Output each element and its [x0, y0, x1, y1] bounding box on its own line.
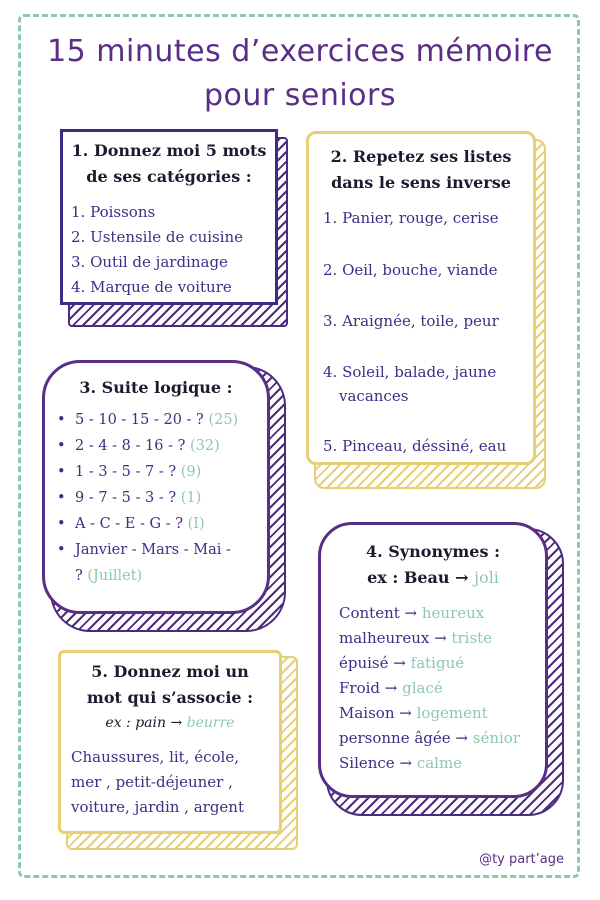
list-item: malheureux → triste — [339, 629, 493, 647]
page-title-line1: 15 minutes d’exercices mémoire — [47, 34, 553, 69]
box1-heading-line2: de ses catégories : — [86, 167, 252, 186]
box1-heading-line1: 1. Donnez moi 5 mots — [71, 141, 267, 160]
list-item: personne âgée → sénior — [339, 729, 520, 747]
list-item: 4. Soleil, balade, jaune — [323, 363, 497, 381]
list-item: Chaussures, lit, école, — [71, 748, 239, 766]
list-item: Maison → logement — [339, 704, 488, 722]
list-item: 5. Pinceau, déssiné, eau — [323, 437, 507, 455]
list-item: 3. Araignée, toile, peur — [323, 312, 499, 330]
box-synonyms — [318, 522, 548, 798]
box4-example: ex : Beau → joli — [367, 568, 499, 587]
list-item: 1. Poissons — [71, 203, 156, 221]
box5-heading-line2: mot qui s’associe : — [86, 688, 254, 707]
list-item: • A - C - E - G - ? (I) — [57, 511, 267, 537]
list-item: 4. Marque de voiture — [71, 278, 232, 296]
box2-heading-line1: 2. Repetez ses listes — [330, 147, 512, 166]
box4-heading: 4. Synonymes : — [366, 542, 500, 561]
list-item: • 9 - 7 - 5 - 3 - ? (1) — [57, 485, 267, 511]
credit-text: @ty part’age — [479, 852, 564, 867]
list-item: Silence → calme — [339, 754, 463, 772]
list-item: • 5 - 10 - 15 - 20 - ? (25) — [57, 407, 267, 433]
list-item: • 2 - 4 - 8 - 16 - ? (32) — [57, 433, 267, 459]
list-item: épuisé → fatigué — [339, 654, 465, 672]
list-item-continuation: vacances — [339, 387, 409, 405]
page-title-line2: pour seniors — [203, 78, 397, 113]
list-item: mer , petit-déjeuner , — [71, 773, 233, 791]
box-categories — [60, 129, 278, 305]
list-item: 1. Panier, rouge, cerise — [323, 209, 499, 227]
list-item: Content → heureux — [339, 604, 485, 622]
list-item: • Janvier - Mars - Mai - ? (Juillet) — [57, 537, 267, 589]
box2-heading-line2: dans le sens inverse — [331, 173, 511, 192]
box5-example: ex : pain → beurre — [105, 715, 235, 731]
list-item: • 1 - 3 - 5 - 7 - ? (9) — [57, 459, 267, 485]
box3-heading: 3. Suite logique : — [79, 378, 233, 397]
box-logic-sequence — [42, 360, 270, 614]
box5-heading-line1: 5. Donnez moi un — [91, 662, 249, 681]
list-item: 2. Ustensile de cuisine — [71, 228, 244, 246]
list-item: 2. Oeil, bouche, viande — [323, 261, 498, 279]
box-word-association — [58, 650, 282, 834]
box-reverse-lists — [306, 131, 536, 465]
list-item: Froid → glacé — [339, 679, 443, 697]
list-item: 3. Outil de jardinage — [71, 253, 228, 271]
list-item: voiture, jardin , argent — [71, 798, 244, 816]
